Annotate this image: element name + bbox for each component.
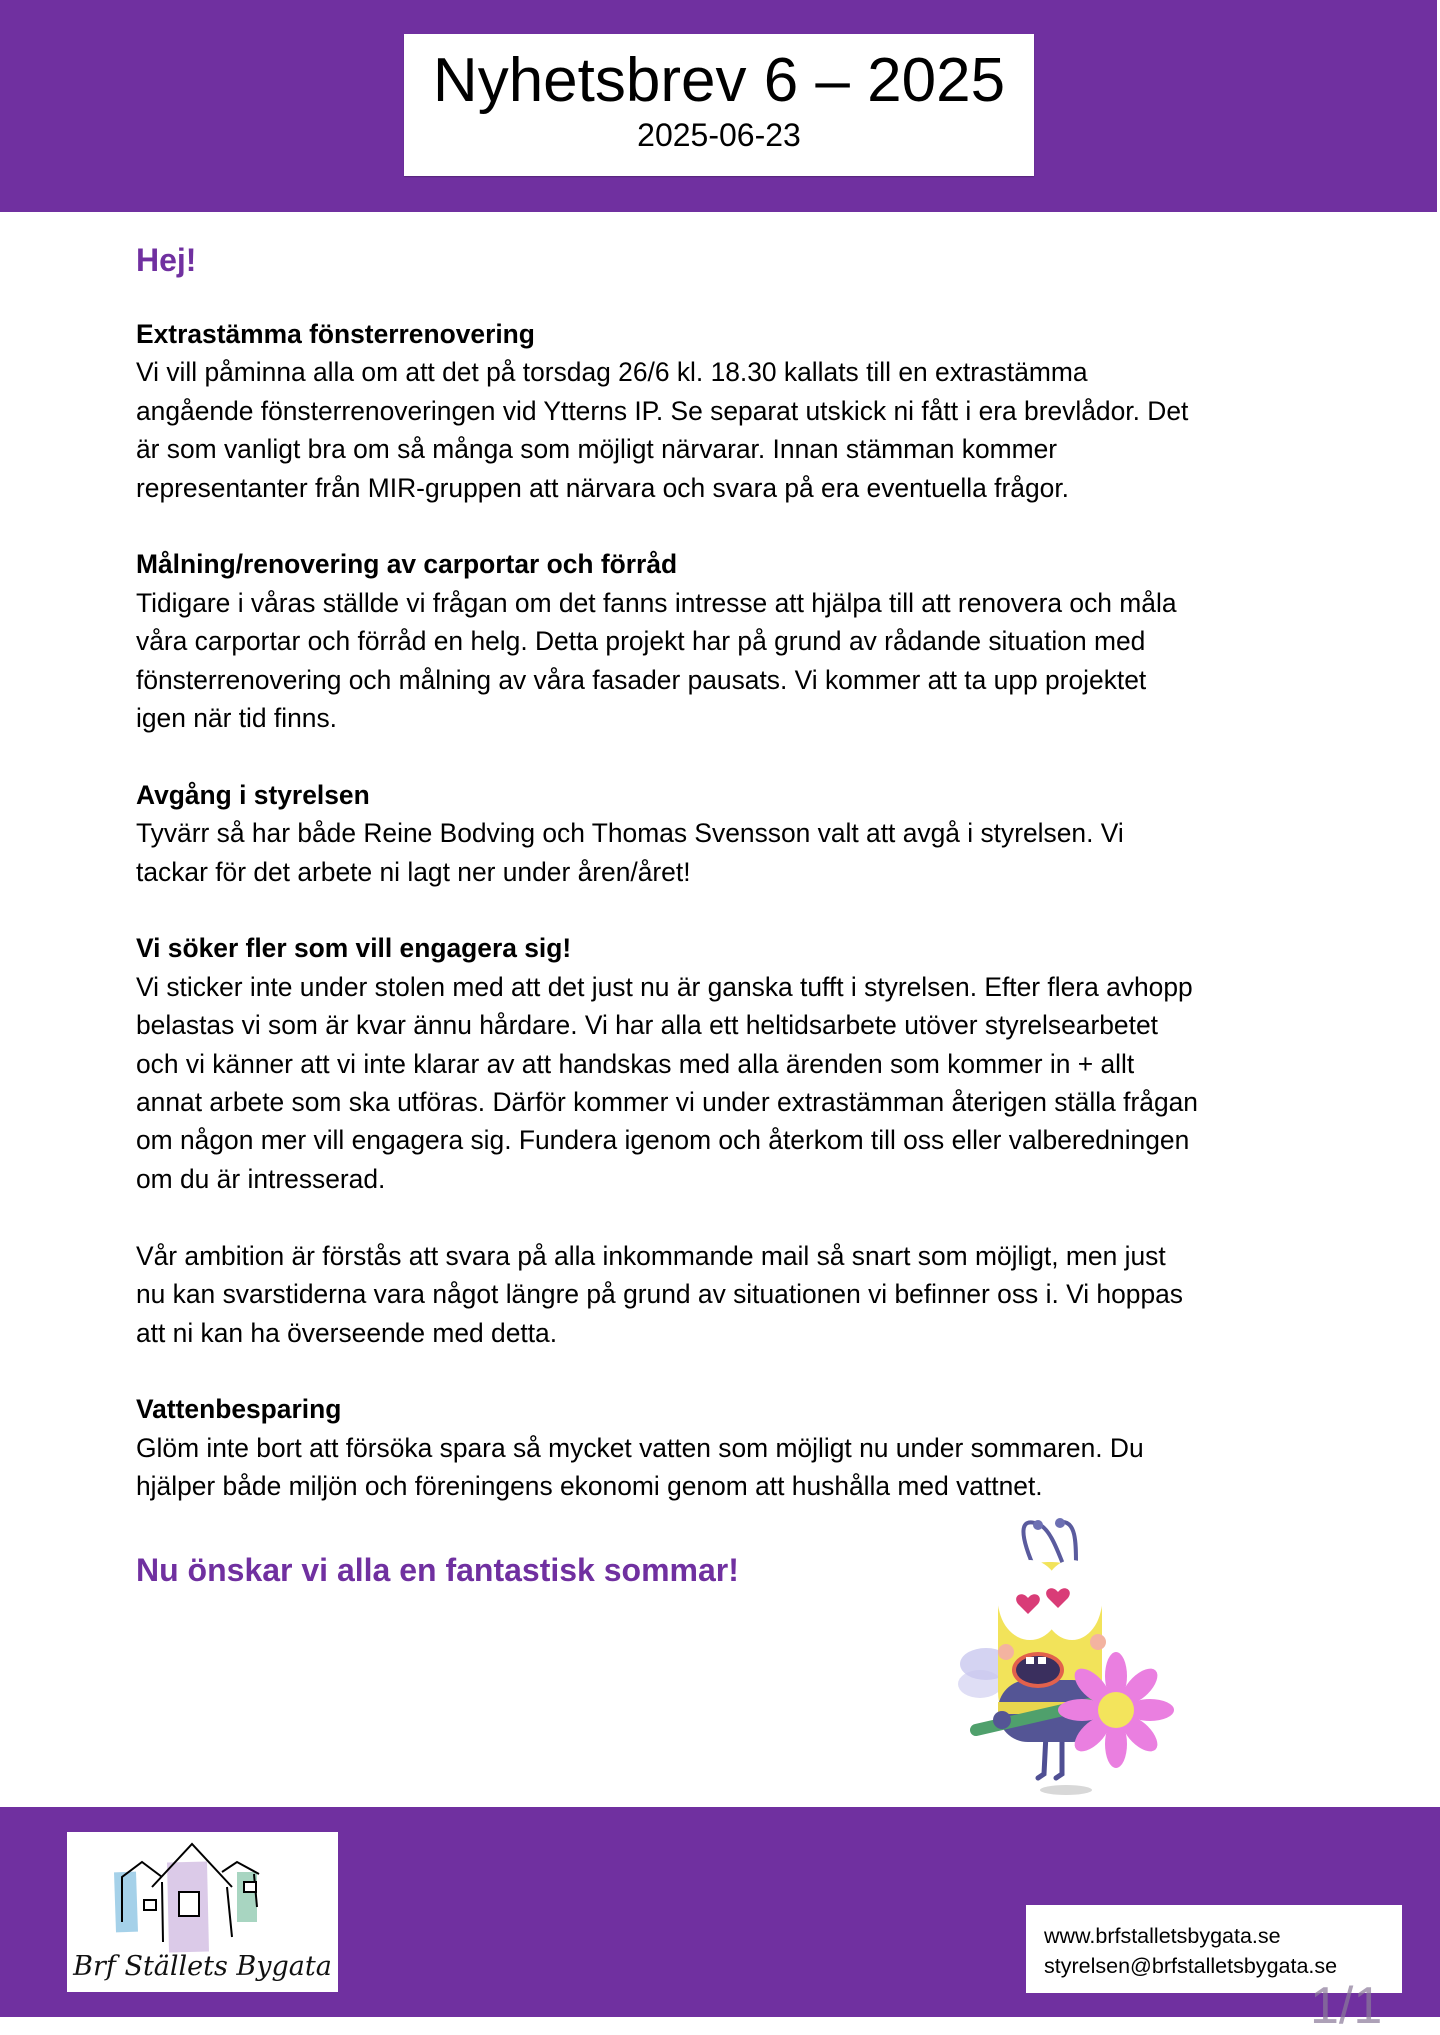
- body-line: om någon mer vill engagera sig. Fundera igenom och återkom till oss eller valberedningen: [136, 1125, 1190, 1156]
- bee-with-flower-icon: [958, 1512, 1178, 1802]
- title-box: [404, 34, 1034, 176]
- body-line: nu kan svarstiderna vara något längre på grund av situationen vi befinner oss i. Vi hoppas: [136, 1279, 1184, 1310]
- body-line: om du är intresserad.: [136, 1163, 386, 1194]
- section-avgang: [136, 776, 1316, 891]
- section-heading: Extrastämma fönsterrenovering: [136, 319, 535, 349]
- body-line: belastas vi som är kvar ännu hårdare. Vi har alla ett heltidsarbete utöver styrelsearbetet: [136, 1010, 1158, 1041]
- page-number: 1/1: [1310, 1977, 1383, 2035]
- section-engagera: [136, 929, 1316, 1198]
- body-line: angående fönsterrenoveringen vid Ytterns IP. Se separat utskick ni fått i era brevlådor. Det: [136, 395, 1189, 426]
- body-line: fönsterrenovering och målning av våra fasader pausats. Vi kommer att ta upp projektet: [136, 664, 1147, 695]
- body-line: Vår ambition är förstås att svara på alla inkommande mail så snart som möjligt, men just: [136, 1240, 1166, 1271]
- greeting: Hej!: [136, 242, 197, 278]
- body-line: tackar för det arbete ni lagt ner under åren/året!: [136, 856, 691, 887]
- body-line: och vi känner att vi inte klarar av att handskas med alla ärenden som kommer in + allt: [136, 1048, 1135, 1079]
- body-line: Tidigare i våras ställde vi frågan om det fanns intresse att hjälpa till att renovera och måla: [136, 587, 1177, 618]
- body-line: är som vanligt bra om så många som möjligt närvarar. Innan stämman kommer: [136, 434, 1058, 465]
- body-line: annat arbete som ska utföras. Därför kommer vi under extrastämman återigen ställa frågan: [136, 1087, 1198, 1118]
- body-line: att ni kan ha överseende med detta.: [136, 1317, 558, 1348]
- section-malning: [136, 545, 1316, 737]
- body-line: Tyvärr så har både Reine Bodving och Thomas Svensson valt att avgå i styrelsen. Vi: [136, 818, 1124, 849]
- newsletter-title: Nyhetsbrev 6 – 2025: [432, 46, 1006, 115]
- body-line: våra carportar och förråd en helg. Detta projekt har på grund av rådande situation med: [136, 626, 1146, 657]
- email-link[interactable]: styrelsen@brfstalletsbygata.se: [1044, 1954, 1338, 1978]
- newsletter-date: 2025-06-23: [637, 117, 801, 153]
- body-line: igen när tid finns.: [136, 703, 337, 734]
- section-heading: Avgång i styrelsen: [136, 779, 370, 810]
- body-line: Vi vill påminna alla om att det på torsdag 26/6 kl. 18.30 kallats till en extrastämma: [136, 357, 1088, 388]
- body-line: Vi sticker inte under stolen med att det just nu är ganska tufft i styrelsen. Efter flera avhopp: [136, 971, 1193, 1002]
- section-svarstider: [136, 1237, 1316, 1352]
- farewell-message: Nu önskar vi alla en fantastisk sommar!: [136, 1552, 739, 1588]
- body-line: Glöm inte bort att försöka spara så mycket vatten som möjligt nu under sommaren. Du: [136, 1432, 1144, 1463]
- section-extrastamma: [136, 315, 1316, 507]
- section-vattenbesparing: [136, 1390, 1316, 1505]
- body-line: hjälper både miljön och föreningens ekonomi genom att hushålla med vattnet.: [136, 1471, 1043, 1502]
- logo-text: Brf Ställets Bygata: [73, 1951, 332, 1982]
- newsletter-body: [136, 240, 1316, 1506]
- section-heading: Målning/renovering av carportar och förråd: [136, 549, 678, 580]
- body-line: representanter från MIR-gruppen att närvara och svara på era eventuella frågor.: [136, 472, 1069, 503]
- section-heading: Vi söker fler som vill engagera sig!: [136, 933, 572, 964]
- website-link[interactable]: www.brfstalletsbygata.se: [1044, 1924, 1281, 1948]
- section-heading: Vattenbesparing: [136, 1394, 342, 1425]
- association-logo: [67, 1832, 338, 1992]
